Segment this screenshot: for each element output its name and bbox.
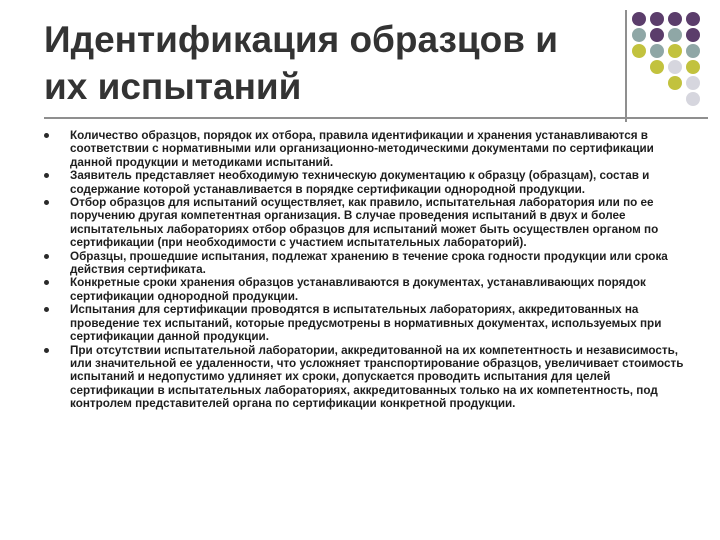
list-item bbox=[46, 303, 686, 343]
bullet-dot-icon bbox=[44, 254, 49, 259]
bullet-dot-icon bbox=[44, 348, 49, 353]
decorative-dot-icon bbox=[650, 60, 664, 74]
bullet-dot-icon bbox=[44, 133, 49, 138]
decorative-dot-icon bbox=[650, 44, 664, 58]
decorative-dot-icon bbox=[668, 44, 682, 58]
decorative-dot-grid bbox=[628, 12, 720, 108]
bullet-dot-icon bbox=[44, 173, 49, 178]
bullet-dot-icon bbox=[44, 307, 49, 312]
bullet-dot-icon bbox=[44, 280, 49, 285]
bullet-text: Количество образцов, порядок их отбора, правила идентификации и хранения устанавливаются в соответствии с нормативными или организационно-методическими документами по сертификации данной продукции и методиками испытаний. bbox=[70, 129, 654, 169]
decorative-dot-icon bbox=[686, 76, 700, 90]
bullet-text: Заявитель представляет необходимую техническую документацию к образцу (образцам), состав и содержание которой устанавливается в порядке сертификации однородной продукции. bbox=[70, 169, 650, 196]
list-item bbox=[46, 169, 686, 196]
decorative-dot-icon bbox=[668, 12, 682, 26]
bullet-text: Испытания для сертификации проводятся в испытательных лабораториях, аккредитованных на проведение тех испытаний, которые предусмотрены в нормативных документах, используемых при сертификации данной продукции. bbox=[70, 303, 662, 344]
list-item bbox=[46, 344, 686, 411]
slide-title bbox=[44, 16, 604, 110]
list-item bbox=[46, 250, 686, 277]
decorative-dot-icon bbox=[686, 12, 700, 26]
decorative-dot-icon bbox=[632, 44, 646, 58]
decorative-dot-icon bbox=[632, 12, 646, 26]
list-item bbox=[46, 129, 686, 169]
decorative-dot-icon bbox=[632, 28, 646, 42]
decorative-dot-icon bbox=[686, 92, 700, 106]
bullet-list bbox=[46, 129, 686, 411]
bullet-text: Образцы, прошедшие испытания, подлежат хранению в течение срока годности продукции или срока действия сертификата. bbox=[70, 249, 668, 277]
bullet-text: При отсутствии испытательной лаборатории, аккредитованной на их компетентность и независимость, или значительной ее удаленности, что усложняет транспортирование образцов, увеличивает стоимость испытаний и недопустимо удлиняет их сроки, допускается проводить испытания для целей сертификации в испытательных лабораториях, аккредитованных только на их компетентность, под контролем представителей органа по сертификации конкретной продукции. bbox=[70, 343, 684, 411]
decorative-dot-icon bbox=[686, 60, 700, 74]
decorative-dot-icon bbox=[668, 76, 682, 90]
bullet-text: Отбор образцов для испытаний осуществляет, как правило, испытательная лаборатория или по ее поручению другая компетентная организация. В случае проведения испытаний в двух и более испытательных лабораториях отбор образцов для испытаний может быть осуществлен органом по сертификации (при необходимости с участием испытательных лабораторий). bbox=[70, 196, 659, 250]
list-item bbox=[46, 196, 686, 250]
decorative-dot-icon bbox=[650, 12, 664, 26]
bullet-text: Конкретные сроки хранения образцов устанавливаются в документах, устанавливающих порядок сертификации однородной продукции. bbox=[70, 276, 646, 303]
title-line-1: Идентификация образцов и bbox=[44, 19, 559, 60]
decorative-dot-icon bbox=[668, 60, 682, 74]
decorative-dot-icon bbox=[650, 28, 664, 42]
vertical-divider bbox=[625, 10, 627, 122]
title-line-2: их испытаний bbox=[44, 66, 302, 107]
list-item bbox=[46, 276, 686, 303]
decorative-dot-icon bbox=[686, 44, 700, 58]
bullet-dot-icon bbox=[44, 200, 49, 205]
decorative-dot-icon bbox=[668, 28, 682, 42]
decorative-dot-icon bbox=[686, 28, 700, 42]
horizontal-divider bbox=[44, 117, 708, 119]
